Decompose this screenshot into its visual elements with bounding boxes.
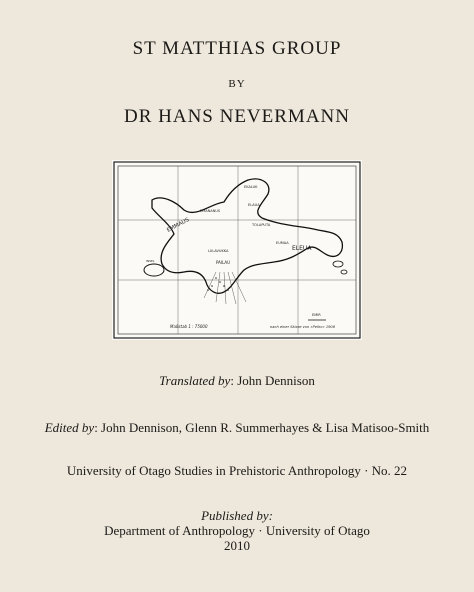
island-map bbox=[112, 160, 362, 340]
map-source: nach einer Skizze von »Peiho« 1908 bbox=[270, 325, 336, 329]
label-emmaus: EMMAUS bbox=[166, 217, 191, 234]
island-outline bbox=[152, 179, 342, 293]
map-border bbox=[114, 162, 360, 338]
translator-name: : John Dennison bbox=[230, 373, 315, 388]
author-name: DR HANS NEVERMANN bbox=[123, 106, 350, 127]
label-tolaputa: TOLAPUTA bbox=[252, 223, 271, 227]
translated-label: Translated by bbox=[159, 373, 231, 388]
by-label: BY bbox=[228, 78, 246, 90]
label-eumaa: EUMAA bbox=[276, 241, 289, 245]
translated-line bbox=[0, 373, 474, 389]
label-pailau: PAILAU bbox=[216, 260, 231, 265]
islet-left bbox=[144, 264, 164, 276]
islet-right-2 bbox=[341, 270, 347, 274]
label-insel: INSEL bbox=[146, 259, 155, 263]
publisher-name: Department of Anthropology · University of Otago bbox=[104, 523, 370, 538]
label-ekaluk: EKALUK bbox=[244, 185, 258, 189]
label-emir: EMIR bbox=[312, 313, 321, 317]
published-label bbox=[0, 508, 474, 524]
publication-year: 2010 bbox=[224, 538, 250, 553]
scale-bar bbox=[308, 313, 326, 320]
islet-right-1 bbox=[333, 261, 343, 267]
edited-label: Edited by bbox=[44, 420, 95, 435]
series-line: University of Otago Studies in Prehistoric Anthropology · No. 22 bbox=[66, 463, 408, 478]
label-lulavukka: LULAVUKKA bbox=[208, 249, 229, 253]
map-figure bbox=[112, 160, 362, 340]
edited-line bbox=[0, 420, 474, 436]
label-eleua: ELEUA bbox=[292, 245, 312, 252]
editor-names: : John Dennison, Glenn R. Summerhayes & Lisa Matisoo-Smith bbox=[94, 420, 430, 435]
published-label-text: Published by: bbox=[201, 508, 273, 523]
label-emananus: EMANANUS bbox=[200, 209, 221, 213]
book-title: ST MATTHIAS GROUP bbox=[132, 38, 342, 59]
leader-lines bbox=[204, 272, 246, 304]
label-elaua: ELAUA bbox=[248, 203, 260, 207]
map-scale: Maßstab 1 : 75000 bbox=[170, 324, 208, 329]
